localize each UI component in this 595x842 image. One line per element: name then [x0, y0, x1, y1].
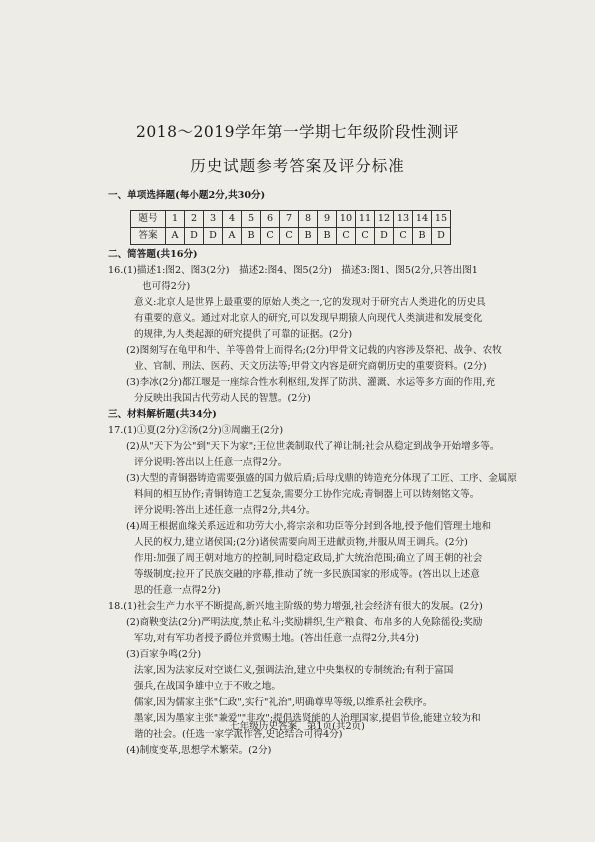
answer-line: 分反映出我国古代劳动人民的智慧。(2分): [134, 393, 311, 404]
answer-line: (2)从"天下为公"到"天下为家";王位世袭制取代了禅让制;社会从稳定到战争开始增多等。: [126, 441, 500, 452]
answer-line: (4)制度变革,思想学术繁荣。(2分): [126, 745, 272, 756]
answer-line: (3)李冰(2分)都江堰是一座综合性水利枢纽,发挥了防洪、灌溉、水运等多方面的作用,充: [126, 377, 496, 388]
page-footer: 七年级历史答案 第1页(共2页): [230, 721, 365, 732]
page-title: 2018～2019学年第一学期七年级阶段性测评: [136, 123, 459, 141]
question-number-row: [131, 211, 451, 228]
answer-cell: B: [413, 228, 432, 245]
question-number-cell: 6: [261, 211, 280, 228]
question-number-cell: 9: [318, 211, 337, 228]
answer-cell: C: [394, 228, 413, 245]
answer-line: 军功,对有军功者授予爵位并赏赐土地。(答出任意一点得2分,共4分): [134, 633, 419, 644]
answer-line: 谐的社会。(任选一家学派作答,史论结合可得4分): [134, 729, 343, 740]
section-heading-choice: 一、单项选择题(每小题2分,共30分): [108, 190, 266, 201]
question-number-cell: 14: [413, 211, 432, 228]
answer-line: (3)百家争鸣(2分): [126, 649, 202, 660]
answer-cell: D: [185, 228, 204, 245]
answer-line: 强兵,在战国争雄中立于不败之地。: [134, 681, 281, 692]
answer-cell: A: [166, 228, 185, 245]
section-heading: 三、材料解析题(共34分): [108, 409, 217, 420]
answer-line: 法家,因为法家反对空谈仁义,强调法治,建立中央集权的专制统治;有利于富国: [134, 665, 454, 676]
page-subtitle: 历史试题参考答案及评分标准: [190, 157, 405, 175]
answer-cell: C: [356, 228, 375, 245]
answer-line: 作用:加强了周王朝对地方的控制,同时稳定政局,扩大统治范围;确立了周王朝的社会: [134, 553, 483, 564]
answer-line: (3)大型的青铜器铸造需要强盛的国力做后盾;后母戊鼎的铸造充分体现了工匠、工序、金属原: [126, 473, 517, 484]
answer-line: 意义:北京人是世界上最重要的原始人类之一,它的发现对于研究古人类进化的历史具: [134, 297, 486, 308]
row-label-answer: 答案: [131, 228, 166, 245]
answer-line: 的规律,为人类起源的研究提供了可靠的证据。(2分): [134, 329, 353, 340]
section-heading: 二、简答题(共16分): [108, 249, 198, 260]
question-number-cell: 7: [280, 211, 299, 228]
answer-line: 也可得2分): [142, 281, 191, 292]
answer-row: [131, 228, 451, 245]
answer-cell: C: [261, 228, 280, 245]
answer-lines: [108, 247, 538, 759]
answer-body: [108, 188, 538, 759]
question-number-cell: 3: [204, 211, 223, 228]
answer-line: (2)商鞅变法(2分)严明法度,禁止私斗;奖励耕织,生产粮食、布帛多的人免除徭役;奖励: [126, 617, 483, 628]
question-number-cell: 15: [432, 211, 451, 228]
question-number-cell: 5: [242, 211, 261, 228]
answer-line: (2)图刻写在龟甲和牛、羊等兽骨上而得名;(2分)甲骨文记载的内容涉及祭祀、战争、农牧: [126, 345, 502, 356]
question-number-cell: 12: [375, 211, 394, 228]
answer-line: 思的任意一点得2分): [134, 585, 221, 596]
answer-line: 评分说明:答出上述任意一点得2分,共4分。: [134, 505, 316, 516]
answer-line: 评分说明:答出以上任意一点得2分。: [134, 457, 288, 468]
answer-cell: A: [223, 228, 242, 245]
answer-cell: D: [204, 228, 223, 245]
answer-cell: C: [280, 228, 299, 245]
question-number-cell: 4: [223, 211, 242, 228]
question-number-cell: 8: [299, 211, 318, 228]
answer-line: 等级制度;拉开了民族交融的序幕,推动了统一多民族国家的形成等。(答出以上述意: [134, 569, 480, 580]
answer-cell: B: [242, 228, 261, 245]
question-number-cell: 11: [356, 211, 375, 228]
answer-line: (4)周王根据血缘关系远近和功劳大小,将宗亲和功臣等分封到各地,授予他们管理土地和: [126, 521, 492, 532]
answer-line: 料间的相互协作;青铜铸造工艺复杂,需要分工协作完成;青铜器上可以铸刻铭文等。: [134, 489, 480, 500]
question-number-cell: 2: [185, 211, 204, 228]
answer-line: 18.(1)社会生产力水平不断提高,新兴地主阶级的势力增强,社会经济有很大的发展。(2分): [108, 601, 483, 612]
answer-line: 16.(1)描述1:图2、图3(2分) 描述2:图4、图5(2分) 描述3:图1、图5(2分,只答出图1: [108, 265, 478, 276]
answer-line: 业、官制、刑法、医药、天文历法等;甲骨文内容是研究商朝历史的重要资料。(2分): [134, 361, 487, 372]
answer-cell: D: [375, 228, 394, 245]
answer-line: 有重要的意义。通过对北京人的研究,可以发现早期猿人向现代人类演进和发展变化: [134, 313, 483, 324]
question-number-cell: 10: [337, 211, 356, 228]
answer-cell: C: [337, 228, 356, 245]
answer-line: 17.(1)①夏(2分)②汤(2分)③周幽王(2分): [108, 425, 284, 436]
answer-cell: B: [299, 228, 318, 245]
row-label-question: 题号: [131, 211, 166, 228]
answer-cell: D: [432, 228, 451, 245]
answer-cell: B: [318, 228, 337, 245]
answer-line: 墨家,因为墨家主张"兼爱""非攻";提倡选贤能的人治理国家,提倡节俭,能建立较为和: [134, 713, 481, 724]
question-number-cell: 1: [166, 211, 185, 228]
answer-table: [130, 210, 451, 245]
answer-line: 人民的权力,建立诸侯国;(2分)诸侯需要向周王进献贡物,并服从周王调兵。(2分): [134, 537, 468, 548]
answer-line: 儒家,因为儒家主张"仁政",实行"礼治",明确尊卑等级,以维系社会秩序。: [134, 697, 433, 708]
question-number-cell: 13: [394, 211, 413, 228]
